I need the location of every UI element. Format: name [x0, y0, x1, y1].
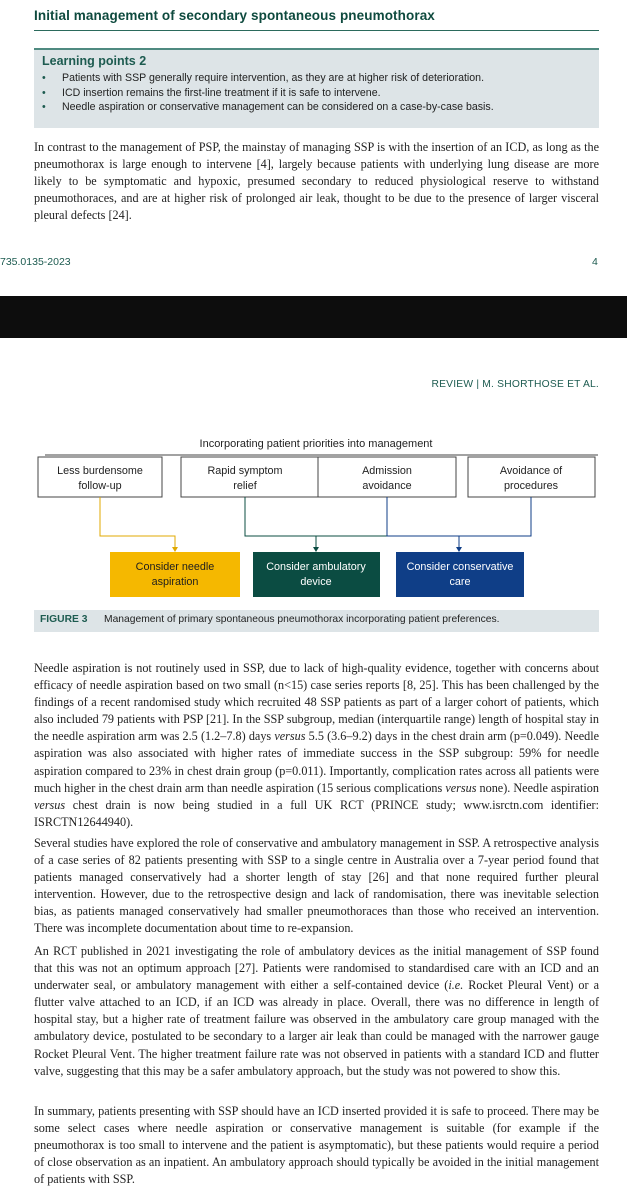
- learning-point: [42, 86, 494, 101]
- learning-point: [42, 71, 494, 86]
- connector-needle: [100, 497, 175, 547]
- action-box-ambulatory-device: [253, 552, 380, 597]
- action-label: Consider conservative: [406, 561, 514, 573]
- arrowhead-icon: [172, 547, 178, 552]
- learning-points-list: [42, 71, 494, 115]
- body-paragraph: Several studies have explored the role of conservative and ambulatory management in SSP. A retrospective analysis of a case series of 82 patients presenting with SSP to a single centre in Australia over a 7-year period found that patients managed conservatively had a shorter length of stay [26] and that none required further pleural intervention. However, due to the retrospective design and lack of randomisation, there was inevitable selection bias, as patients managed conservatively had smaller pneumothoraces than those who received an intervention. There was incomplete documentation about time to re-expansion.: [34, 836, 599, 936]
- priority-label: Avoidance of: [499, 465, 563, 477]
- figure-caption: [34, 610, 599, 632]
- action-label: device: [300, 576, 332, 588]
- arrowhead-icon: [456, 547, 462, 552]
- figure-heading: Incorporating patient priorities into management: [199, 438, 433, 450]
- priority-label: Rapid symptom: [207, 465, 283, 477]
- priority-label: procedures: [503, 480, 559, 492]
- bullet-icon: •: [42, 101, 46, 114]
- priority-label: Admission: [362, 465, 412, 477]
- footer-page-number: 4: [592, 256, 598, 268]
- connector-ambulatory-2: [316, 497, 387, 536]
- learning-point: [42, 100, 494, 115]
- priority-label: follow-up: [78, 480, 122, 492]
- bullet-icon: •: [42, 86, 46, 99]
- action-label: care: [449, 576, 471, 588]
- priority-label: avoidance: [362, 480, 412, 492]
- priority-label: Less burdensome: [57, 465, 143, 477]
- learning-point-text: Patients with SSP generally require intervention, as they are at higher risk of deterioration.: [62, 72, 485, 84]
- footer-doi: 735.0135-2023: [0, 256, 71, 268]
- caption-text: Management of primary spontaneous pneumothorax incorporating patient preferences.: [104, 614, 500, 625]
- learning-point-text: Needle aspiration or conservative management can be considered on a case-by-case basis.: [62, 101, 494, 114]
- priority-label: relief: [233, 480, 257, 492]
- connector-conservative-1: [387, 497, 459, 547]
- figure-3-diagram: [0, 430, 627, 605]
- learning-points-box: [34, 48, 599, 128]
- body-paragraph: In contrast to the management of PSP, the mainstay of managing SSP is with the insertion of an ICD, as long as the pneumothorax is large enough to intervene [4], largely because patients with underlying lung disease are more likely to be symptomatic and hypoxic, presumed secondary to reduced physiological reserve to withstand pneumothoraces, and are at higher risk of prolonged air leak, thought to be due to the presence of larger visceral pleural defects [24].: [34, 140, 599, 223]
- action-label: aspiration: [151, 576, 199, 588]
- arrowhead-icon: [313, 547, 319, 552]
- body-paragraph: In summary, patients presenting with SSP should have an ICD inserted provided it is safe to proceed. There may be some select cases where needle aspiration or conservative management is suitable (for example if the pneumothorax is too small to intervene and the patient is asymptomatic), but these patients would require a period of close observation as an inpatient. An ambulatory approach should typically be avoided in the initial management of patients with SSP.: [34, 1104, 599, 1187]
- body-paragraph: Needle aspiration is not routinely used in SSP, due to lack of high-quality evidence, together with concerns about efficacy of needle aspiration based on two small (n<15) case series reports [8, 25]. This has been challenged by the findings of a recent randomised study which recruited 48 SSP patients as part of a larger cohort of patients, which also included 79 patients with PSP [21]. In the SSP subgroup, median (interquartile range) length of hospital stay in the needle aspiration arm was 2.5 (1.2–7.8) days versus 5.5 (3.6–9.2) days in the chest drain arm (p=0.049). Needle aspiration was also associated with higher rates of immediate success in the SSP subgroup: 59% for needle aspiration compared to 23% in chest drain group (p=0.011). Importantly, complication rates across all patients were much higher in the chest drain arm than needle aspiration (15 serious complications versus none). Needle aspiration versus chest drain is now being studied in a full UK RCT (PRINCE study; www.isrctn.com identifier: ISRCTN12644940).: [34, 661, 600, 829]
- learning-point-text: ICD insertion remains the first-line treatment if it is safe to intervene.: [62, 86, 381, 99]
- action-label: Consider needle: [135, 561, 215, 573]
- title-rule: [34, 30, 599, 31]
- learning-points-title: Learning points 2: [42, 54, 147, 68]
- caption-label: FIGURE 3: [40, 614, 88, 625]
- page-divider: [0, 296, 627, 338]
- connector-ambulatory-1: [245, 497, 316, 547]
- action-box-needle-aspiration: [110, 552, 240, 597]
- connector-conservative-2: [459, 497, 531, 536]
- body-paragraph: An RCT published in 2021 investigating the role of ambulatory devices as the initial management of SSP found that this was not an optimum approach [27]. Patients were randomised to standardised care with an ICD and an underwater seal, or ambulatory management with either a self-contained device (i.e. Rocket Pleural Vent) or a flutter valve attached to an ICD, if an ICD was already in place. Overall, there was no difference in length of hospital stay, but a higher rate of treatment failure was observed in the ambulatory care group managed with the ambulatory device, postulated to be secondary to a larger air leak than could be managed with the narrower gauge Rocket Pleural Vent. The higher treatment failure rate was not observed in patients with a standard ICD and flutter valve, suggesting that this may be a safer ambulatory approach, but the study was not powered to show this.: [34, 944, 599, 1078]
- running-head: REVIEW | M. SHORTHOSE ET AL.: [431, 379, 599, 390]
- action-box-conservative-care: [396, 552, 524, 597]
- action-label: Consider ambulatory: [266, 561, 366, 573]
- section-title: Initial management of secondary spontaneous pneumothorax: [34, 8, 435, 23]
- bullet-icon: •: [42, 72, 46, 84]
